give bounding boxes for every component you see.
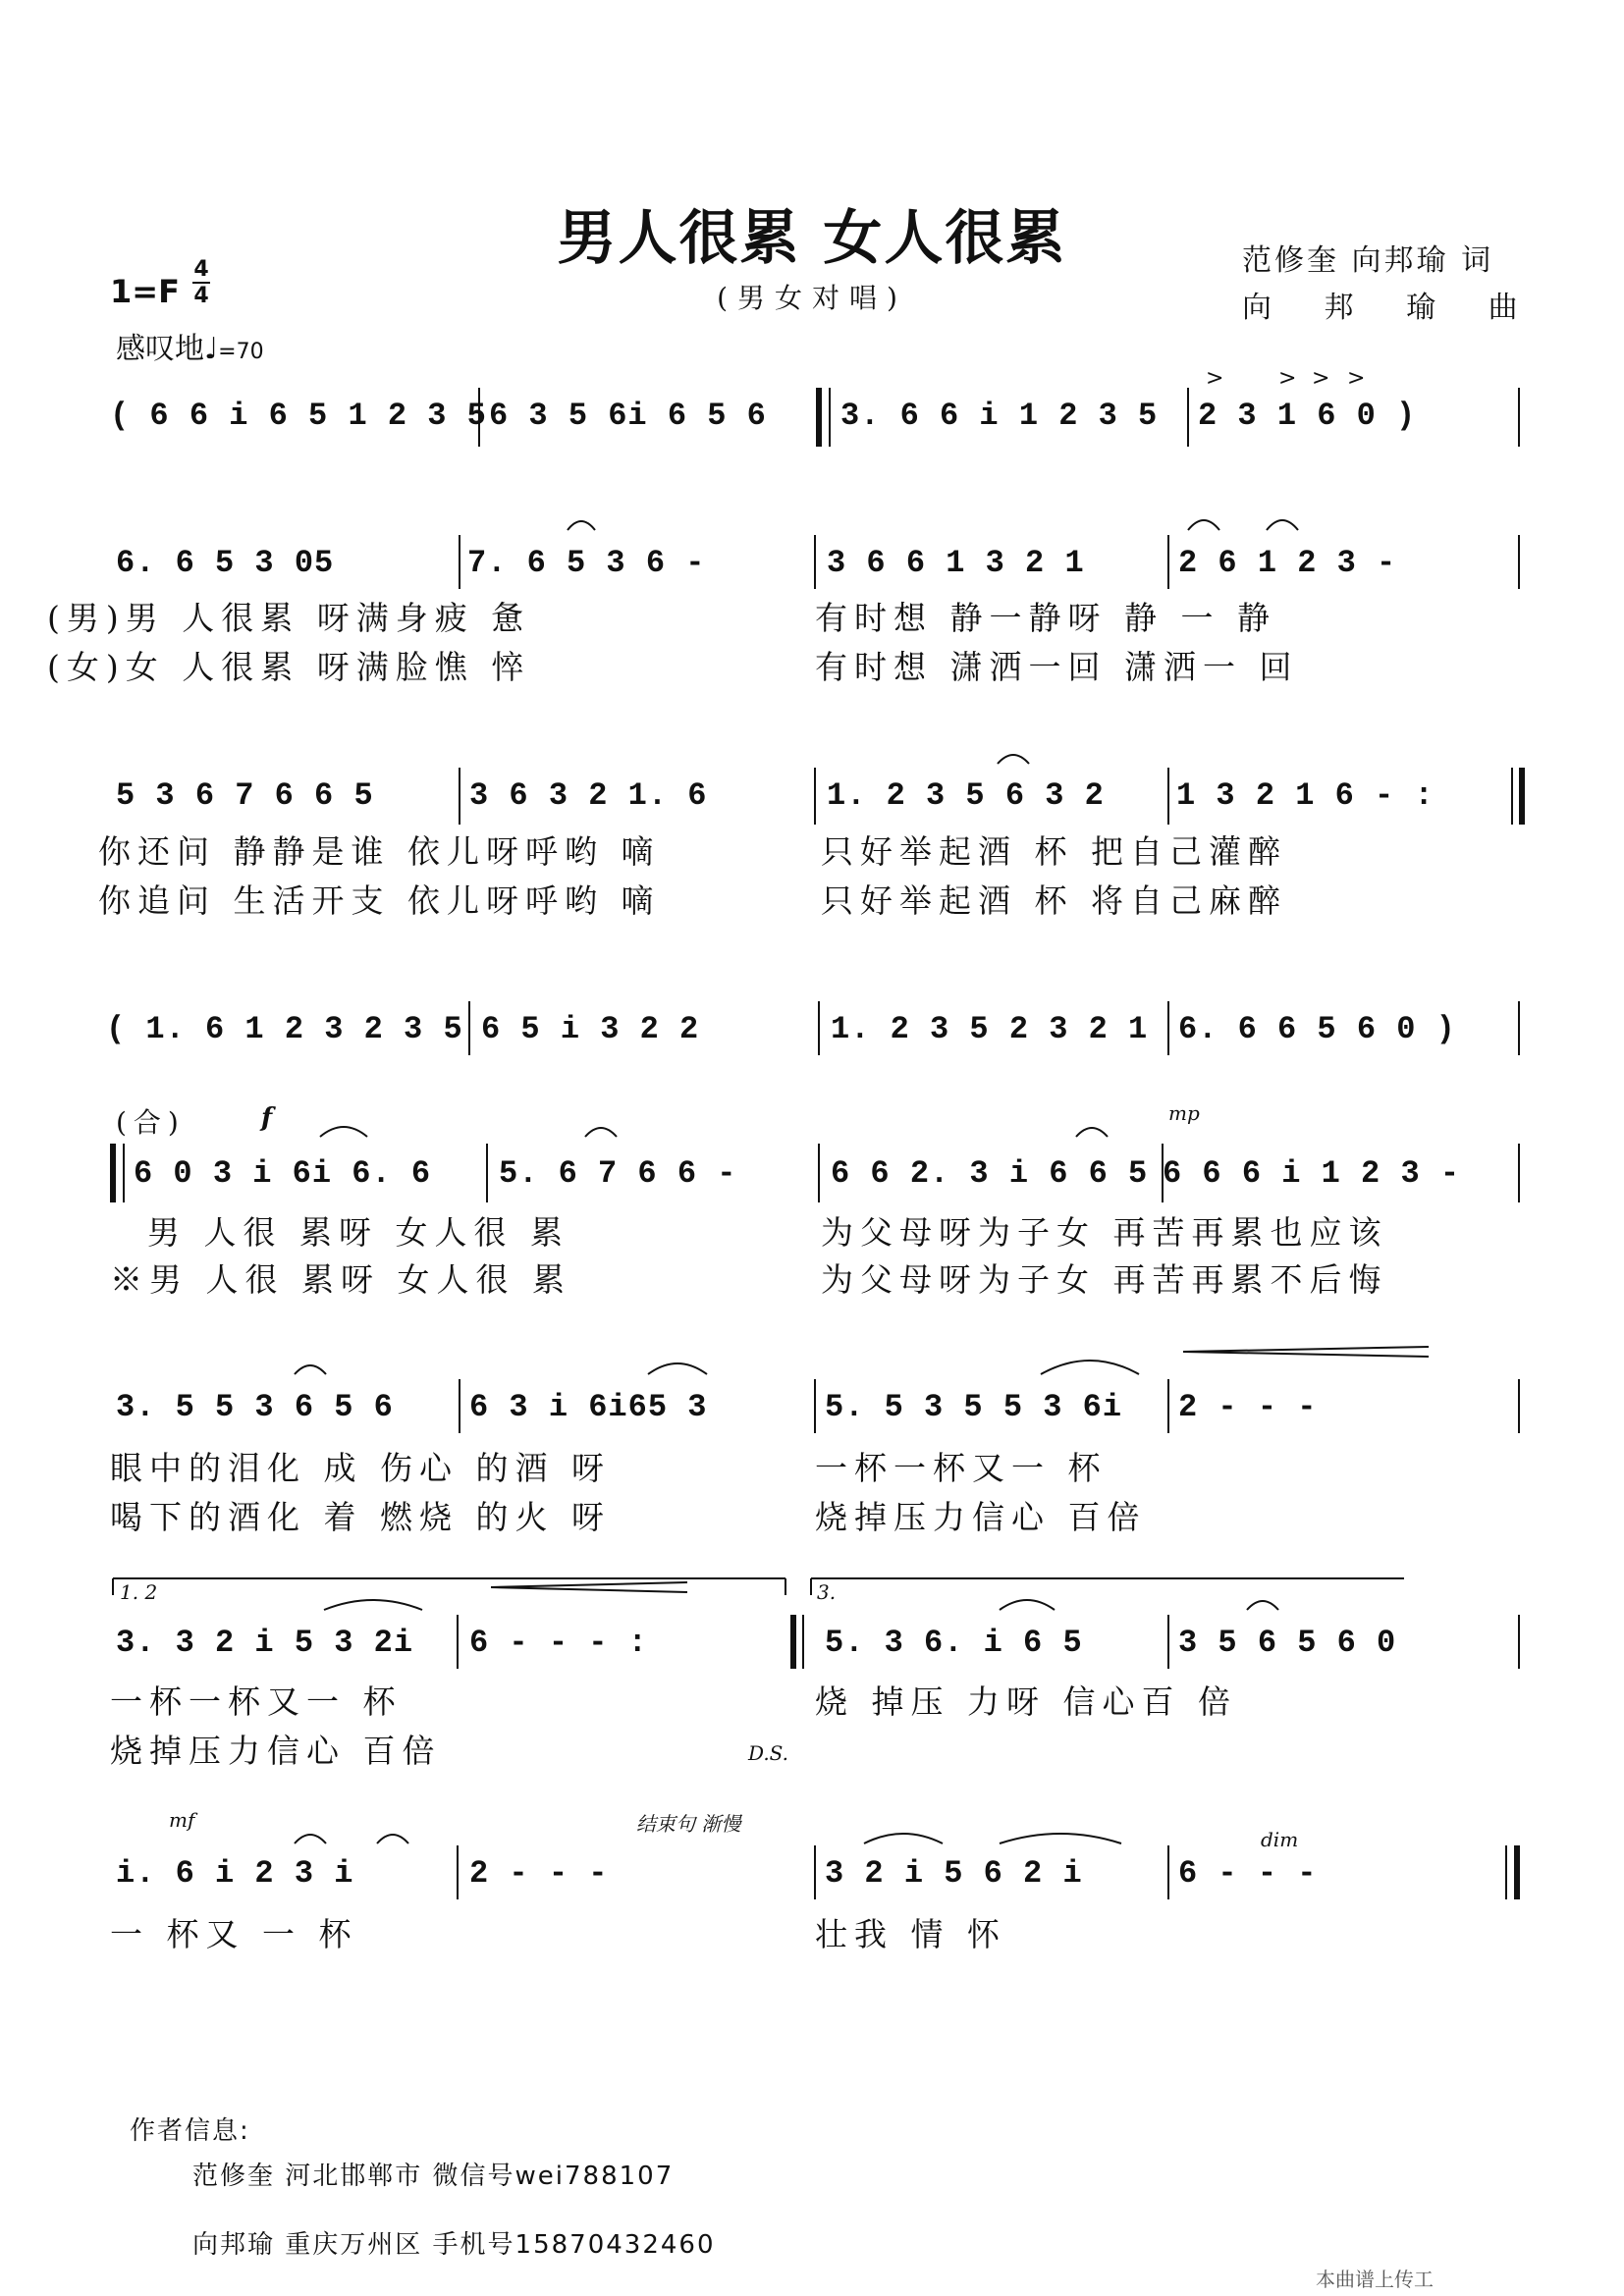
system-2-measure-3: 3 6 6 1 3 2 1 [827,545,1085,581]
system-6-measure-2: 6 3 i 6i65 3 [469,1389,708,1425]
system-8-lyrics-a: 一 杯又 一 杯 [110,1915,358,1953]
system-4-measure-2: 6 5 i 3 2 2 [481,1011,700,1047]
system-7-measure-1: 3. 3 2 i 5 3 2i [116,1625,414,1661]
system-3-lyrics2-b: 只好举起酒 杯 将自己麻醉 [821,881,1287,920]
system-3-measure-3: 1. 2 3 5 6 3 2 [827,777,1105,814]
system-6-lyrics-b: 一杯一杯又一 杯 [815,1449,1108,1487]
system-6-measure-1: 3. 5 5 3 6 5 6 [116,1389,394,1425]
ending-text: 结束句 渐慢 [636,1812,741,1836]
system-7-measure-4: 3 5 6 5 6 0 [1178,1625,1397,1661]
system-4-measure-1: ( 1. 6 1 2 3 2 3 5 [106,1011,463,1047]
system-1-measure-1: ( 6 6 i 6 5 1 2 3 5 [110,398,487,434]
system-2-measure-2: 7. 6 5 3 6 - [467,545,706,581]
quarter-note-icon: ♩ [204,332,219,366]
system-5-lyrics2-a: ※男 人很 累呀 女人很 累 [110,1260,571,1299]
system-8-measure-2: 2 - - - [469,1855,609,1892]
dynamic-dim: dim [1261,1828,1299,1851]
system-2-lyrics-female-a: (女)女 人很累 呀满脸憔 悴 [47,648,531,686]
system-5-measure-2: 5. 6 7 6 6 - [499,1155,737,1192]
system-3-lyrics-b: 只好举起酒 杯 把自己灌醉 [821,832,1287,871]
system-4-measure-3: 1. 2 3 5 2 3 2 1 [831,1011,1149,1047]
system-8-lyrics-b: 壮我 情 怀 [815,1915,1006,1953]
system-6-measure-4: 2 - - - [1178,1389,1318,1425]
system-3-measure-1: 5 3 6 7 6 6 5 [116,777,374,814]
author-info-line1: 范修奎 河北邯郸市 微信号wei788107 [192,2162,675,2191]
system-3-lyrics2-a: 你追问 生活开支 依儿呀呼哟 嘀 [98,881,661,920]
system-7-lyrics-a: 一杯一杯又一 杯 [110,1682,403,1721]
tempo-text: 感叹地 [116,332,204,366]
system-5-measure-1: 6 0 3 i 6i 6. 6 [134,1155,432,1192]
system-2-measure-4: 2 6 1 2 3 - [1178,545,1397,581]
svg-text:>: > [1206,366,1224,391]
system-6-measure-3: 5. 5 3 5 5 3 6i [825,1389,1123,1425]
system-7-measure-3: 5. 3 6. i 6 5 [825,1625,1083,1661]
volta-3: 3. [817,1580,837,1604]
system-2-lyrics-male-b: 有时想 静一静呀 静 一 静 [815,599,1276,637]
system-8-measure-1: i. 6 i 2 3 i [116,1855,354,1892]
volta-1-2: 1. 2 [120,1580,158,1604]
system-2-lyrics-male-a: (男)男 人很累 呀满身疲 惫 [47,599,531,637]
composer-credit: 向 邦 瑜 曲 [1242,291,1540,325]
system-7-lyrics-b: 烧 掉压 力呀 信心百 倍 [815,1682,1237,1721]
dynamic-mp: mp [1168,1101,1200,1125]
system-6-lyrics-a: 眼中的泪化 成 伤心 的酒 呀 [110,1449,611,1487]
system-8-measure-4: 6 - - - [1178,1855,1318,1892]
key-signature: 1=F [110,273,180,310]
system-1-measure-2: 6 3 5 6i 6 5 6 [489,398,767,434]
system-6-lyrics2-b: 烧掉压力信心 百倍 [815,1498,1147,1536]
svg-text:>: > [1278,366,1297,391]
system-2-measure-1: 6. 6 5 3 05 [116,545,335,581]
system-7-measure-2: 6 - - - : [469,1625,648,1661]
song-title: 男人很累 女人很累 [557,204,1067,273]
system-7-lyrics2-a: 烧掉压力信心 百倍 [110,1732,442,1770]
system-3-measure-2: 3 6 3 2 1. 6 [469,777,708,814]
tempo-bpm: =70 [218,340,264,364]
author-info-heading: 作者信息: [130,2116,250,2146]
dynamic-f: f [261,1103,273,1133]
ds-marking: D.S. [748,1741,789,1765]
system-2-lyrics-female-b: 有时想 潇洒一回 潇洒一 回 [815,648,1299,686]
system-4-measure-4: 6. 6 6 5 6 0 ) [1178,1011,1456,1047]
system-8-measure-3: 3 2 i 5 6 2 i [825,1855,1083,1892]
svg-text:>: > [1312,366,1330,391]
system-5-lyrics2-b: 为父母呀为子女 再苦再累不后悔 [821,1260,1388,1299]
system-3-lyrics-a: 你还问 静静是谁 依儿呀呼哟 嘀 [98,832,661,871]
system-5-lyrics-b: 为父母呀为子女 再苦再累也应该 [821,1213,1388,1252]
system-6-lyrics2-a: 喝下的酒化 着 燃烧 的火 呀 [110,1498,611,1536]
dynamic-mf: mf [169,1808,195,1832]
chorus-label: (合) [116,1106,186,1139]
author-info-line2: 向邦瑜 重庆万州区 手机号15870432460 [192,2230,716,2260]
system-5-lyrics-a: 男 人很 累呀 女人很 累 [147,1213,569,1252]
song-subtitle: (男女对唱) [717,282,907,314]
system-1-measure-4: 2 3 1 6 0 ) [1198,398,1417,434]
system-1-measure-3: 3. 6 6 i 1 2 3 5 [840,398,1159,434]
system-5-measure-4: 6 6 6 i 1 2 3 - [1163,1155,1461,1192]
svg-text:>: > [1347,366,1366,391]
time-top: 4 [193,257,209,282]
watermark: 本曲谱上传工 [1316,2268,1434,2291]
system-5-measure-3: 6 6 2. 3 i 6 6 5 [831,1155,1149,1192]
system-3-measure-4: 1 3 2 1 6 - : [1176,777,1435,814]
lyricist-credit: 范修奎 向邦瑜 词 [1242,243,1494,278]
time-bottom: 4 [193,284,209,308]
